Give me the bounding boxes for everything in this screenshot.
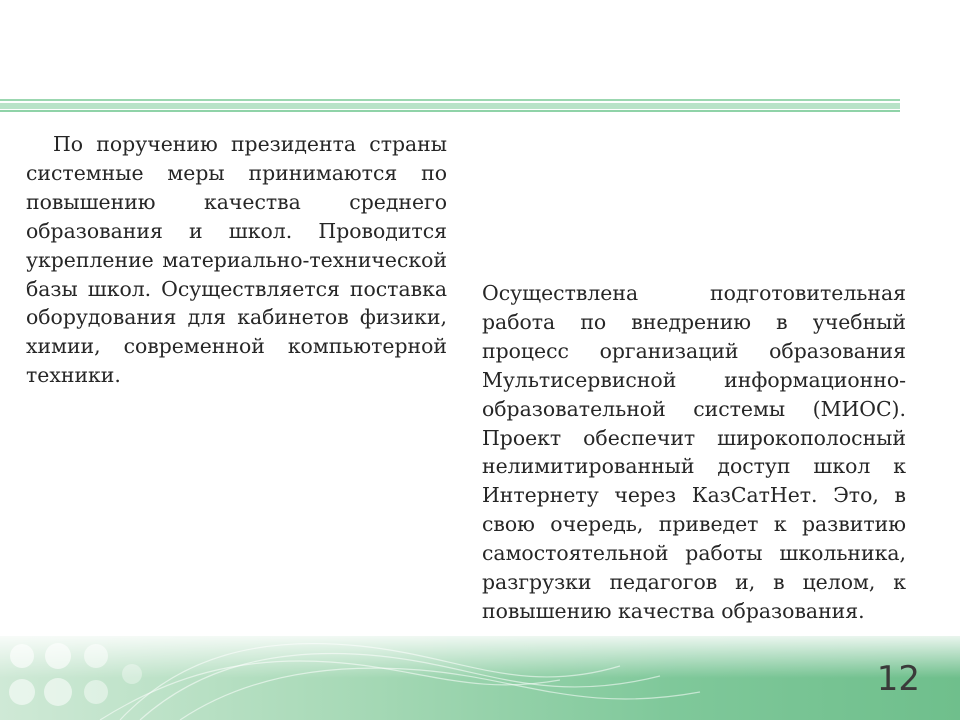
slide-number: 12: [876, 659, 920, 699]
header-divider: [0, 99, 900, 115]
divider-thin-line: [0, 99, 900, 101]
right-paragraph: Осуществлена подготовительная работа по внедрению в учебный процесс организаций образования Мультисервисной информационно-образовательной системы (МИОС). Проект обеспечит широкополосный нелимитированный доступ школ к Интернету через КазСатНет. Это, в свою очередь, приведет к развитию самостоятельной работы школьника, разгрузки педагогов и, в целом, к повышению качества образования.: [482, 281, 906, 623]
left-paragraph: По поручению президента страны системные меры принимаются по повышению качества среднего образования и школ. Проводится укрепление материально-технической базы школ. Осуществляется поставка оборудования для кабинетов физики, химии, современной компьютерной техники.: [26, 132, 447, 388]
divider-band: [0, 103, 900, 109]
divider-bottom-line: [0, 110, 900, 112]
footer-decoration: [0, 636, 960, 720]
